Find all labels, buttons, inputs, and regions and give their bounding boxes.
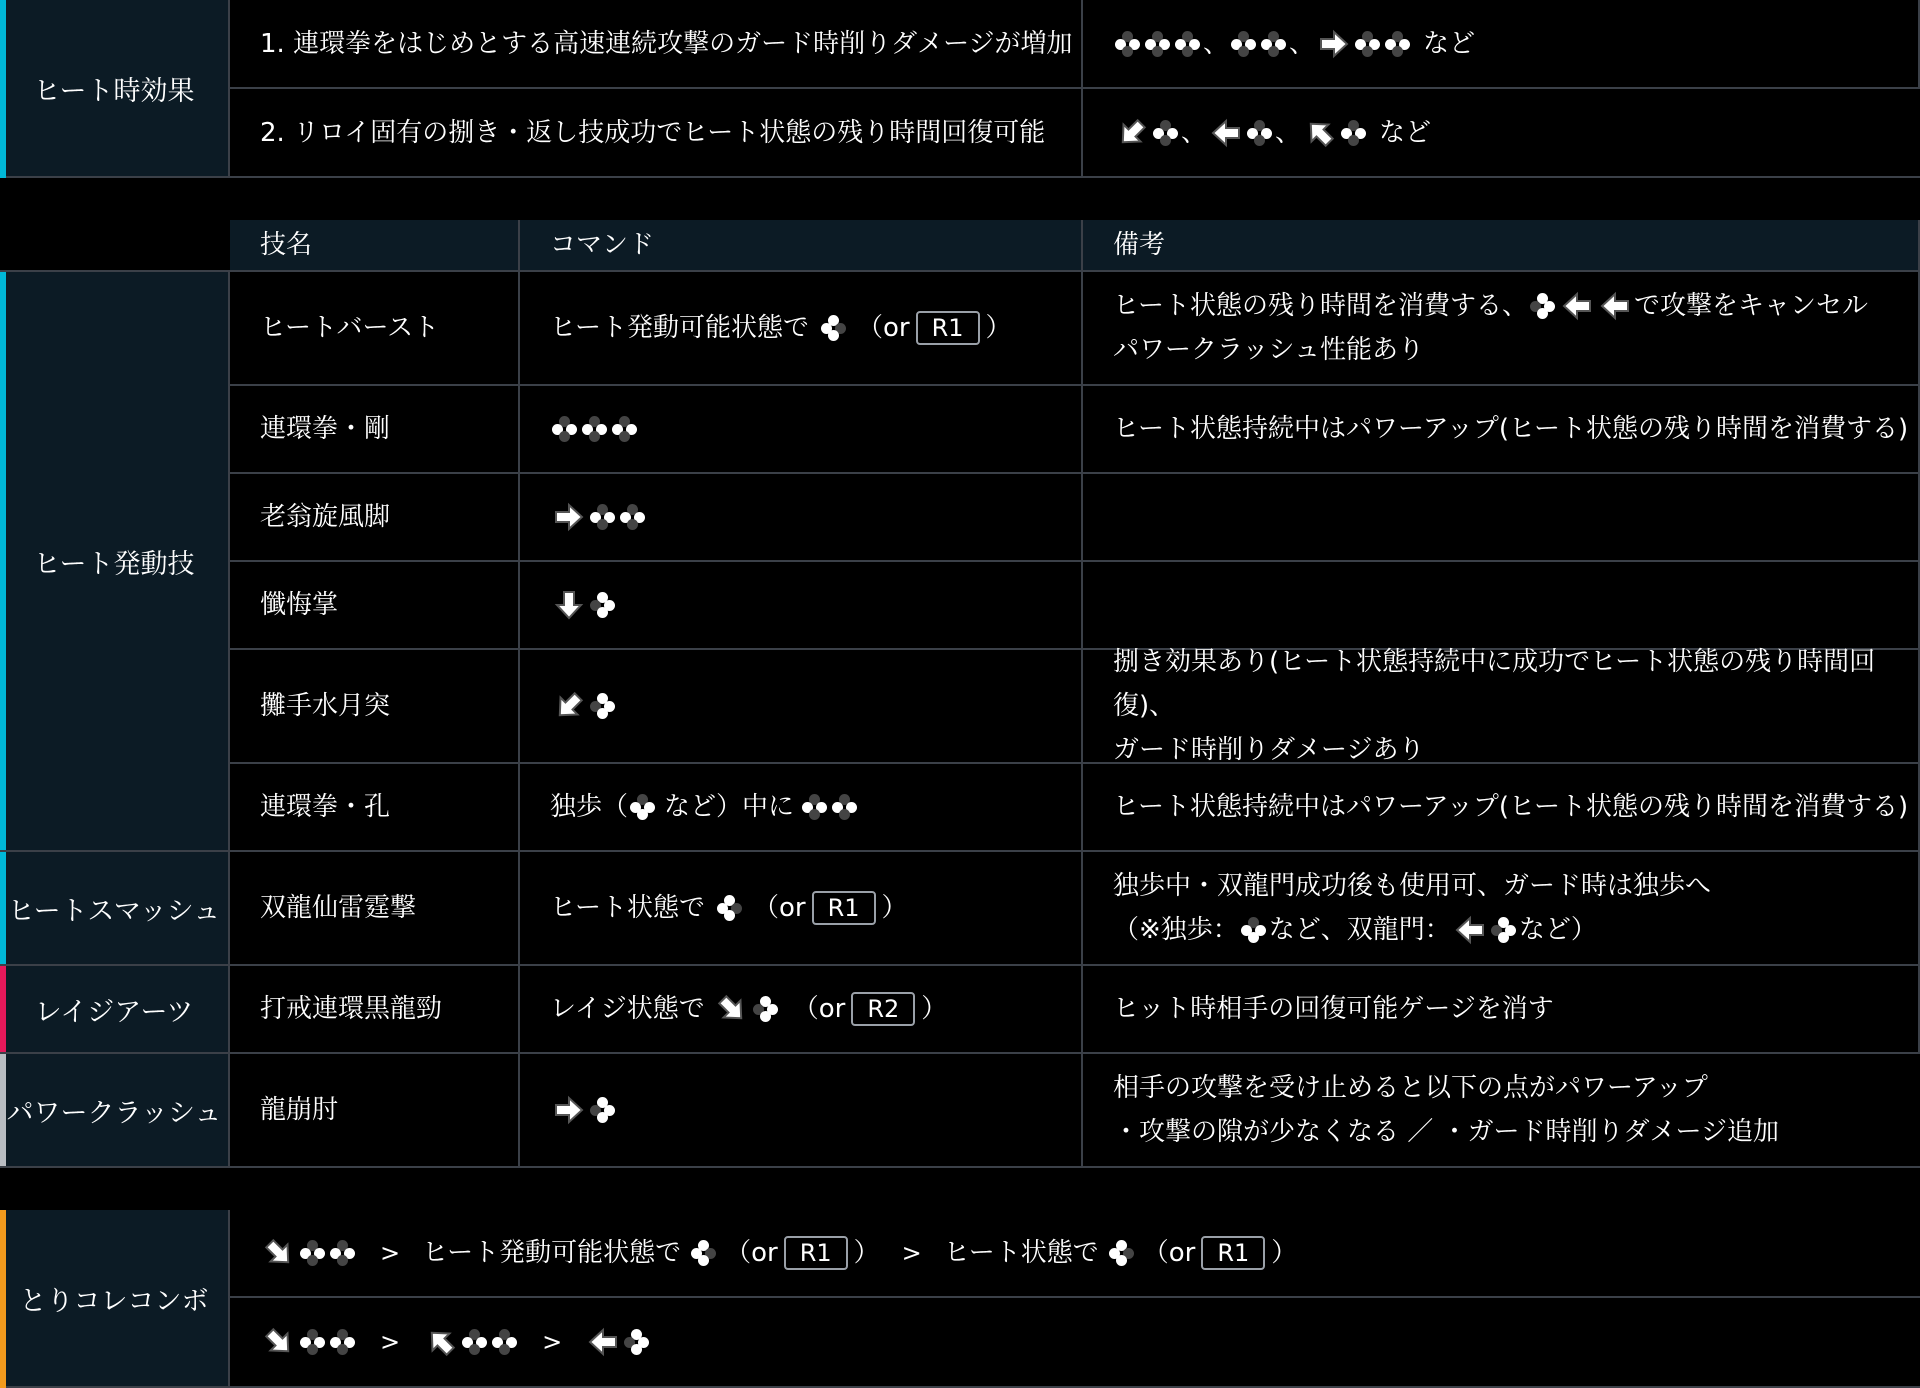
category-stripe bbox=[0, 0, 6, 178]
move-note bbox=[1083, 647, 1920, 765]
category-label: ヒート時効果 bbox=[33, 75, 195, 107]
move-name-text: ヒートバースト bbox=[260, 313, 440, 343]
or-text: （or bbox=[856, 313, 910, 343]
move-note bbox=[1083, 474, 1920, 562]
button-lk-icon bbox=[717, 895, 743, 921]
suffix-text: など bbox=[1379, 117, 1432, 148]
button-lp-rp-icon bbox=[612, 416, 638, 442]
button-lk-icon bbox=[1109, 1240, 1135, 1266]
button-lp-rp-icon bbox=[802, 794, 828, 820]
suffix-text: など bbox=[1423, 28, 1476, 59]
button-lk-icon bbox=[1530, 293, 1556, 319]
close-text: ） bbox=[1271, 1238, 1298, 1268]
combo-separator: > bbox=[901, 1239, 922, 1267]
move-note bbox=[1083, 386, 1920, 474]
close-text: ） bbox=[881, 893, 908, 923]
combo-separator: > bbox=[542, 1328, 563, 1356]
close-text: ） bbox=[853, 1238, 880, 1268]
button-lk-icon bbox=[691, 1240, 717, 1266]
arrow-down-forward-icon bbox=[717, 994, 747, 1024]
category-label: レイジアーツ bbox=[34, 996, 194, 1028]
button-lp-rp-icon bbox=[1385, 31, 1411, 57]
or-text: （or bbox=[1142, 1238, 1196, 1268]
header-note-text: 備考 bbox=[1113, 230, 1166, 260]
note-text: 独歩中・双龍門成功後も使用可、ガード時は独歩へ bbox=[1113, 871, 1712, 901]
category-rage-arts bbox=[0, 966, 230, 1054]
category-heat-effect bbox=[0, 0, 230, 178]
combo-separator: > bbox=[380, 1328, 401, 1356]
button-rp-icon bbox=[590, 592, 616, 618]
button-rp-icon bbox=[590, 1097, 616, 1123]
category-label: ヒート発動技 bbox=[33, 548, 195, 580]
button-rk-icon bbox=[1241, 917, 1267, 943]
move-name-text: 懺悔掌 bbox=[260, 590, 339, 620]
button-lp-rp-icon bbox=[330, 1329, 356, 1355]
move-command bbox=[520, 1054, 1083, 1168]
note-text: など、双龍門： bbox=[1268, 915, 1451, 945]
move-name bbox=[230, 474, 520, 562]
category-stripe bbox=[0, 852, 6, 964]
move-command bbox=[520, 474, 1083, 562]
note-text: ヒット時相手の回復可能ゲージを消す bbox=[1113, 994, 1554, 1024]
move-note bbox=[1083, 562, 1920, 650]
key-r1: R1 bbox=[916, 311, 980, 345]
note-text: など） bbox=[1518, 915, 1597, 945]
key-r1: R1 bbox=[1201, 1236, 1265, 1270]
category-stripe bbox=[0, 1054, 6, 1166]
close-text: ） bbox=[985, 313, 1012, 343]
header-name-text: 技名 bbox=[260, 230, 313, 260]
moves-table bbox=[0, 220, 1920, 1168]
button-lp-rp-icon bbox=[1145, 31, 1171, 57]
button-lp-rp-icon bbox=[582, 416, 608, 442]
arrow-down-back-icon bbox=[1117, 118, 1147, 148]
button-lk-rk-icon bbox=[620, 504, 646, 530]
arrow-right-icon bbox=[1319, 29, 1349, 59]
header-note bbox=[1083, 220, 1920, 272]
heat-effect-section bbox=[0, 0, 1920, 178]
close-text: ） bbox=[921, 994, 948, 1024]
button-lk-rk-icon bbox=[590, 504, 616, 530]
button-lp-rp-icon bbox=[330, 1240, 356, 1266]
move-name bbox=[230, 562, 520, 650]
category-heat-smash bbox=[0, 852, 230, 966]
move-name-text: 龍崩肘 bbox=[260, 1095, 339, 1125]
arrow-up-back-icon bbox=[426, 1327, 456, 1357]
button-rp-icon bbox=[624, 1329, 650, 1355]
button-lp-rp-icon bbox=[300, 1329, 326, 1355]
category-combo bbox=[0, 1210, 230, 1388]
button-lp-rp-icon bbox=[462, 1329, 488, 1355]
button-lp-rp-icon bbox=[552, 416, 578, 442]
move-name-text: 双龍仙雷霆撃 bbox=[260, 893, 417, 923]
cmd-text: など）中に bbox=[664, 792, 795, 822]
move-name bbox=[230, 764, 520, 852]
category-power-crush bbox=[0, 1054, 230, 1168]
button-rk-icon bbox=[630, 794, 656, 820]
cmd-text: レイジ状態で bbox=[550, 994, 705, 1024]
arrow-right-icon bbox=[554, 1095, 584, 1125]
button-lp-rp-icon bbox=[1261, 31, 1287, 57]
key-r1: R1 bbox=[812, 891, 876, 925]
button-lp-rp-icon bbox=[832, 794, 858, 820]
arrow-up-back-icon bbox=[1305, 118, 1335, 148]
category-heat-moves bbox=[0, 272, 230, 852]
button-lp-rp-icon bbox=[1341, 120, 1367, 146]
heat-effect-desc-1 bbox=[230, 0, 1083, 89]
button-lp-rp-icon bbox=[1231, 31, 1257, 57]
button-lk-icon bbox=[821, 315, 847, 341]
combo-row-1 bbox=[230, 1210, 1920, 1298]
key-r1: R1 bbox=[784, 1236, 848, 1270]
move-name bbox=[230, 272, 520, 386]
category-label: とりコレコンボ bbox=[19, 1285, 209, 1317]
arrow-back-icon bbox=[1211, 118, 1241, 148]
move-name bbox=[230, 966, 520, 1054]
combo-section bbox=[0, 1210, 1920, 1388]
move-name-text: 打戒連環黒龍勁 bbox=[260, 994, 443, 1024]
category-label: ヒートスマッシュ bbox=[7, 895, 221, 927]
combo-row-2 bbox=[230, 1298, 1920, 1388]
header-command bbox=[520, 220, 1083, 272]
cmd-text: ヒート状態で bbox=[943, 1238, 1099, 1268]
heat-effect-desc-2 bbox=[230, 89, 1083, 178]
move-command bbox=[520, 852, 1083, 966]
move-note bbox=[1083, 764, 1920, 852]
move-note bbox=[1083, 852, 1920, 966]
move-command bbox=[520, 562, 1083, 650]
cmd-text: ヒート発動可能状態で bbox=[422, 1238, 682, 1268]
arrow-back-icon bbox=[1600, 291, 1630, 321]
move-name bbox=[230, 1054, 520, 1168]
note-text: ・攻撃の隙が少なくなる ／ ・ガード時削りダメージ追加 bbox=[1113, 1117, 1780, 1147]
note-text: ヒート状態持続中はパワーアップ(ヒート状態の残り時間を消費する) bbox=[1113, 792, 1909, 822]
cmd-text: 独歩（ bbox=[550, 792, 629, 822]
key-r2: R2 bbox=[851, 992, 915, 1026]
button-lp-rp-icon bbox=[492, 1329, 518, 1355]
arrow-right-icon bbox=[554, 502, 584, 532]
header-command-text: コマンド bbox=[550, 230, 655, 260]
note-text: （※独歩： bbox=[1113, 915, 1239, 945]
arrow-down-icon bbox=[554, 590, 584, 620]
move-note bbox=[1083, 966, 1920, 1054]
combo-separator: > bbox=[380, 1239, 401, 1267]
arrow-down-back-icon bbox=[554, 691, 584, 721]
button-rp-icon bbox=[590, 693, 616, 719]
cmd-text: ヒート状態で bbox=[550, 893, 705, 923]
arrow-back-icon bbox=[1562, 291, 1592, 321]
category-stripe bbox=[0, 272, 6, 850]
arrow-down-forward-icon bbox=[264, 1327, 294, 1357]
button-lp-rp-icon bbox=[1247, 120, 1273, 146]
category-stripe bbox=[0, 1210, 6, 1388]
arrow-back-icon bbox=[1455, 915, 1485, 945]
move-command bbox=[520, 650, 1083, 764]
move-note bbox=[1083, 1054, 1920, 1168]
move-command bbox=[520, 966, 1083, 1054]
category-label: パワークラッシュ bbox=[6, 1097, 222, 1129]
move-name-text: 連環拳・孔 bbox=[260, 792, 391, 822]
button-lp-rp-icon bbox=[1175, 31, 1201, 57]
arrow-back-icon bbox=[588, 1327, 618, 1357]
move-command bbox=[520, 386, 1083, 474]
button-rp-icon bbox=[753, 996, 779, 1022]
button-lk-icon bbox=[1491, 917, 1517, 943]
cmd-text: ヒート発動可能状態で bbox=[550, 313, 809, 343]
button-lp-rp-icon bbox=[1153, 120, 1179, 146]
heat-effect-desc-text: 1. 連環拳をはじめとする高速連続攻撃のガード時削りダメージが増加 bbox=[260, 28, 1073, 59]
or-text: （or bbox=[792, 994, 846, 1024]
note-text: ガード時削りダメージあり bbox=[1113, 735, 1425, 765]
note-text: で攻撃をキャンセル bbox=[1633, 291, 1868, 321]
note-text: ヒート状態持続中はパワーアップ(ヒート状態の残り時間を消費する) bbox=[1113, 414, 1909, 444]
move-note bbox=[1083, 272, 1920, 386]
header-name bbox=[230, 220, 520, 272]
or-text: （or bbox=[725, 1238, 778, 1268]
move-name bbox=[230, 386, 520, 474]
heat-effect-cmd-2: 、 、 など bbox=[1083, 89, 1920, 178]
note-text: ヒート状態の残り時間を消費する、 bbox=[1113, 291, 1528, 321]
note-text: 相手の攻撃を受け止めると以下の点がパワーアップ bbox=[1113, 1073, 1708, 1103]
move-name-text: 連環拳・剛 bbox=[260, 414, 391, 444]
heat-effect-desc-text: 2. リロイ固有の捌き・返し技成功でヒート状態の残り時間回復可能 bbox=[260, 117, 1046, 148]
note-text: 捌き効果あり(ヒート状態持続中に成功でヒート状態の残り時間回復)、 bbox=[1113, 647, 1876, 721]
move-name bbox=[230, 650, 520, 764]
move-command bbox=[520, 764, 1083, 852]
note-text: パワークラッシュ性能あり bbox=[1113, 335, 1424, 365]
heat-effect-cmd-1: 、 、 など bbox=[1083, 0, 1920, 89]
button-lp-rp-icon bbox=[1355, 31, 1381, 57]
button-lp-rp-icon bbox=[300, 1240, 326, 1266]
move-name bbox=[230, 852, 520, 966]
button-lp-rp-icon bbox=[1115, 31, 1141, 57]
move-name-text: 攤手水月突 bbox=[260, 691, 391, 721]
or-text: （or bbox=[752, 893, 806, 923]
move-name-text: 老翁旋風脚 bbox=[260, 502, 391, 532]
category-stripe bbox=[0, 966, 6, 1052]
arrow-down-forward-icon bbox=[264, 1238, 294, 1268]
move-command bbox=[520, 272, 1083, 386]
